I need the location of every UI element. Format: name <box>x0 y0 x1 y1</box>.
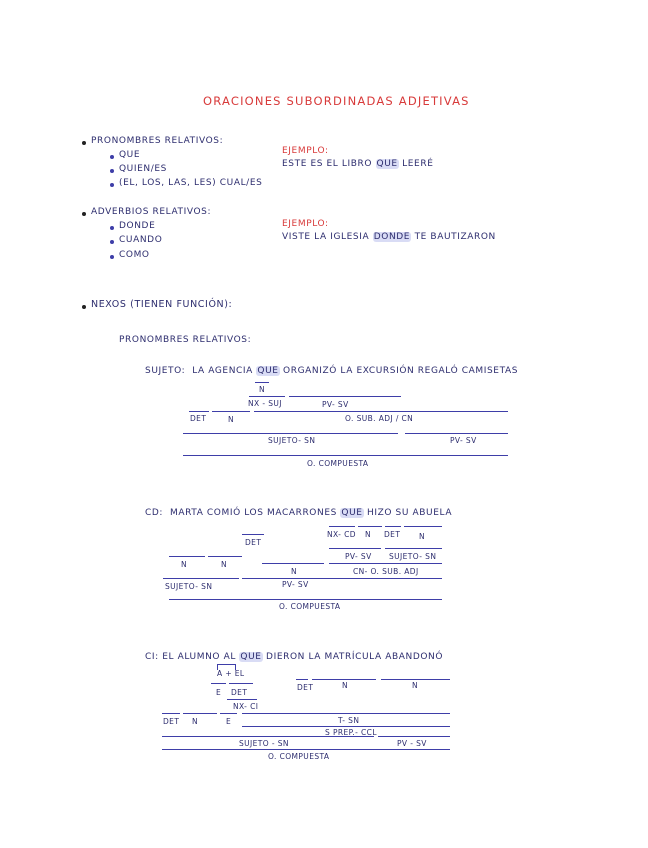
underline-divider <box>212 411 250 412</box>
tag-sujeto-sn: SUJETO- SN <box>165 582 213 591</box>
underline-divider <box>289 396 401 397</box>
underline-divider <box>329 526 355 527</box>
ci-sentence: CI: EL ALUMNO AL QUE DIERON LA MATRÍCULA ABANDONÓ <box>145 652 444 662</box>
underline-divider <box>211 683 226 684</box>
underline-divider <box>249 396 285 397</box>
tag-cn-sub-adj: CN- O. SUB. ADJ <box>353 567 419 576</box>
tag-n: N <box>291 567 298 576</box>
underline-divider <box>385 548 442 549</box>
tag-det: DET <box>163 717 180 726</box>
underline-divider <box>385 526 401 527</box>
example-sentence: ESTE ES EL LIBRO QUE LEERÉ <box>282 159 434 169</box>
list-item: QUIEN/ES <box>119 164 167 174</box>
bullet-icon <box>82 305 86 309</box>
underline-divider <box>378 736 450 737</box>
tag-compuesta: O. COMPUESTA <box>268 752 330 761</box>
example-sentence: VISTE LA IGLESIA DONDE TE BAUTIZARON <box>282 232 496 242</box>
bullet-icon <box>110 169 114 173</box>
page-title: ORACIONES SUBORDINADAS ADJETIVAS <box>203 94 470 108</box>
tag-nx-suj: NX - SUJ <box>248 399 282 408</box>
tag-n: N <box>259 385 266 394</box>
underline-divider <box>208 556 242 557</box>
bullet-icon <box>82 141 86 145</box>
underline-divider <box>381 679 450 680</box>
tag-compuesta: O. COMPUESTA <box>307 459 369 468</box>
tag-pv-sv: PV- SV <box>450 436 477 445</box>
relative-highlight: QUE <box>257 366 279 376</box>
tag-sujeto-sn: SUJETO- SN <box>268 436 316 445</box>
underline-divider <box>242 534 264 535</box>
underline-divider <box>329 548 381 549</box>
underline-divider <box>242 713 450 714</box>
tag-sujeto-sn: SUJETO- SN <box>389 552 437 561</box>
tag-n: N <box>228 415 235 424</box>
nexos-subheading: PRONOMBRES RELATIVOS: <box>119 335 252 345</box>
tag-compuesta: O. COMPUESTA <box>279 602 341 611</box>
relative-highlight: QUE <box>240 652 262 662</box>
tag-pv-sv: PV- SV <box>345 552 372 561</box>
underline-divider <box>358 526 382 527</box>
underline-divider <box>189 411 209 412</box>
tag-det: DET <box>297 683 314 692</box>
underline-divider <box>229 683 253 684</box>
underline-divider <box>162 736 374 737</box>
sujeto-sentence: SUJETO: LA AGENCIA QUE ORGANIZÓ LA EXCURSIÓN REGALÓ CAMISETAS <box>145 366 519 376</box>
tag-pv-sv: PV- SV <box>282 580 309 589</box>
tag-det: DET <box>245 538 262 547</box>
tag-sub-adj-cn: O. SUB. ADJ / CN <box>345 414 414 423</box>
tag-det: DET <box>231 688 248 697</box>
underline-divider <box>296 679 308 680</box>
relative-highlight: DONDE <box>373 232 411 242</box>
nexos-heading: NEXOS (TIENEN FUNCIÓN): <box>91 299 233 310</box>
tag-t-sn: T- SN <box>338 716 360 725</box>
list-item: CUANDO <box>119 235 163 245</box>
tag-n: N <box>221 560 228 569</box>
bullet-icon <box>110 240 114 244</box>
list-item: QUE <box>119 150 141 160</box>
underline-divider <box>254 411 508 412</box>
list-item: DONDE <box>119 221 156 231</box>
example-label: EJEMPLO: <box>282 219 329 229</box>
underline-divider <box>183 455 508 456</box>
bullet-icon <box>110 183 114 187</box>
pronombres-heading: PRONOMBRES RELATIVOS: <box>91 136 224 146</box>
list-item: COMO <box>119 250 150 260</box>
list-item: (EL, LOS, LAS, LES) CUAL/ES <box>119 178 263 188</box>
example-label: EJEMPLO: <box>282 146 329 156</box>
underline-divider <box>404 526 442 527</box>
underline-divider <box>255 382 269 383</box>
underline-divider <box>183 433 398 434</box>
tag-e: E <box>216 688 222 697</box>
underline-divider <box>405 433 508 434</box>
underline-divider <box>329 563 442 564</box>
tag-n: N <box>342 681 349 690</box>
underline-divider <box>262 563 324 564</box>
tag-a-el: A + EL <box>217 669 245 678</box>
bullet-icon <box>82 212 86 216</box>
tag-n: N <box>412 681 419 690</box>
tag-nx-cd: NX- CD <box>327 530 356 539</box>
underline-divider <box>169 556 205 557</box>
tag-det: DET <box>190 414 207 423</box>
tag-s-prep-ccl: S PREP.- CCL <box>325 728 377 737</box>
underline-divider <box>312 679 376 680</box>
bullet-icon <box>110 155 114 159</box>
tag-det: DET <box>384 530 401 539</box>
underline-divider <box>227 699 257 700</box>
tag-n: N <box>192 717 199 726</box>
relative-highlight: QUE <box>376 159 398 169</box>
underline-divider <box>242 726 450 727</box>
tag-sujeto-sn: SUJETO - SN <box>239 739 289 748</box>
underline-divider <box>162 749 450 750</box>
tag-n: N <box>181 560 188 569</box>
tag-pv-sv: PV- SV <box>322 400 349 409</box>
underline-divider <box>162 713 180 714</box>
cd-sentence: CD: MARTA COMIÓ LOS MACARRONES QUE HIZO SU ABUELA <box>145 508 453 518</box>
bullet-icon <box>110 255 114 259</box>
underline-divider <box>169 599 442 600</box>
tag-n: N <box>365 530 372 539</box>
relative-highlight: QUE <box>341 508 363 518</box>
underline-divider <box>183 713 217 714</box>
bullet-icon <box>110 226 114 230</box>
tag-nx-ci: NX- CI <box>233 702 259 711</box>
underline-divider <box>242 578 442 579</box>
underline-divider <box>220 713 237 714</box>
underline-divider <box>163 578 239 579</box>
adverbios-heading: ADVERBIOS RELATIVOS: <box>91 207 212 217</box>
tag-e: E <box>226 717 232 726</box>
tag-n: N <box>419 532 426 541</box>
tag-pv-sv: PV - SV <box>397 739 427 748</box>
